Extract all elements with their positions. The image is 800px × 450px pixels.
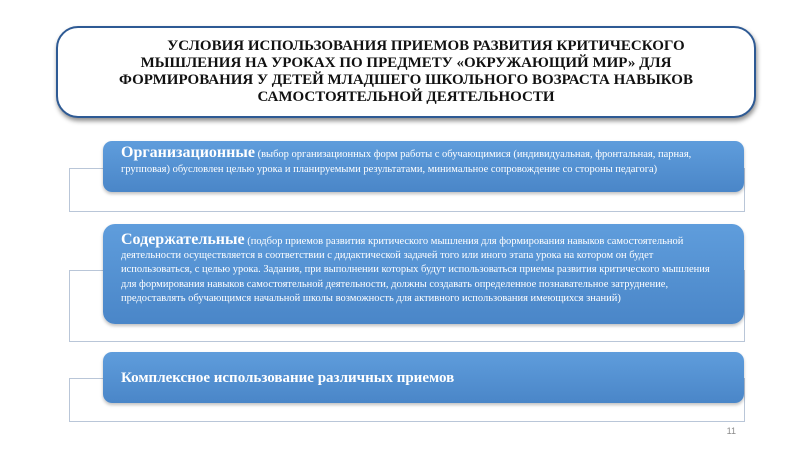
- condition-card-organizational: [103, 141, 744, 192]
- slide-title: УСЛОВИЯ ИСПОЛЬЗОВАНИЯ ПРИЕМОВ РАЗВИТИЯ КРИТИЧЕСКОГО МЫШЛЕНИЯ НА УРОКАХ ПО ПРЕДМЕТУ «ОКРУЖАЮЩИЙ МИР» ДЛЯ ФОРМИРОВАНИЯ У ДЕТЕЙ МЛАДШЕГО ШКОЛЬНОГО ВОЗРАСТА НАВЫКОВ САМОСТОЯТЕЛЬНОЙ ДЕЯТЕЛЬНОСТИ: [119, 38, 693, 105]
- page-number: 11: [726, 426, 736, 436]
- card-description: (подбор приемов развития критического мышления для формирования навыков самостоятельной деятельности осуществляется в соответствии с дидактической задачей того или иного этапа урока на котором он будет использоваться, с целью урока. Задания, при выполнении которых будут использоваться приемы развития критического мышления для формирования навыков самостоятельной деятельности, должны создавать определенное познавательное затруднение, предоставлять обучающимся начальной школы возможность для активного использования имеющихся знаний): [121, 236, 710, 304]
- card-heading: Комплексное использование различных приемов: [121, 369, 455, 386]
- title-box: [56, 26, 756, 118]
- card-heading: Содержательные: [121, 231, 245, 248]
- card-heading: Организационные: [121, 144, 255, 161]
- condition-card-content: [103, 224, 744, 324]
- condition-card-complex: [103, 352, 744, 403]
- card-description: (выбор организационных форм работы с обучающимися (индивидуальная, фронтальная, парная, групповая) обусловлен целью урока и планируемыми результатами, минимальное сопровождение со стороны педагога): [121, 149, 692, 175]
